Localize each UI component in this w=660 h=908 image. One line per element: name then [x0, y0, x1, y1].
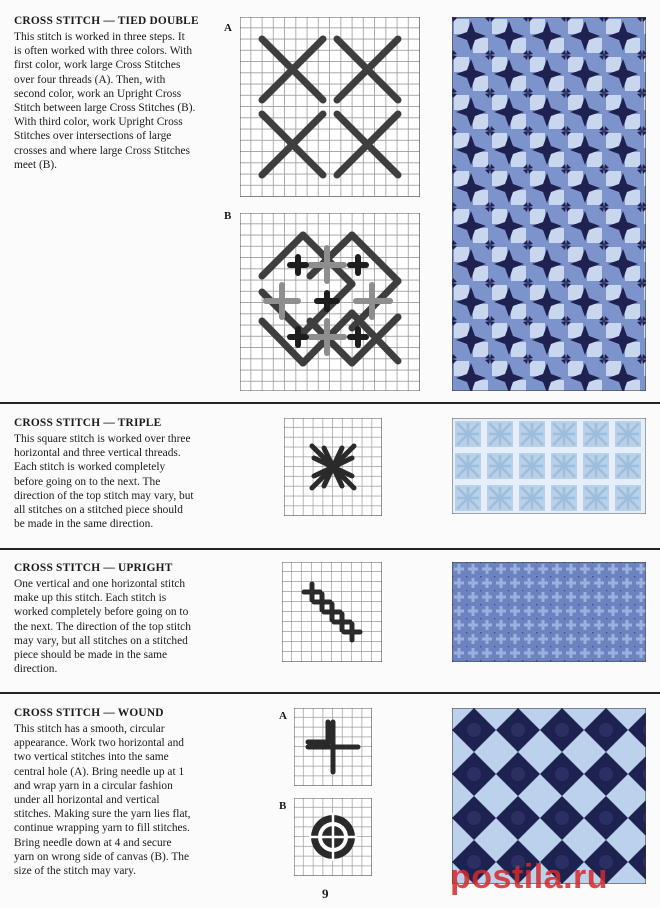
body-line: This stitch is worked in three steps. It	[14, 31, 185, 43]
section-triple	[14, 416, 210, 531]
body-line: two vertical stitches into the same	[14, 751, 169, 764]
section-divider	[0, 548, 660, 550]
body-line: be made in the same direction.	[14, 518, 154, 531]
wound-stitch-diagram-a	[294, 708, 372, 786]
section-body	[14, 30, 210, 172]
body-line: and wrap yarn in a circular fashion	[14, 779, 173, 792]
body-line: piece should be made in the same	[14, 649, 168, 662]
body-line: over four threads (A). Then, with	[14, 73, 166, 86]
page-number: 9	[322, 886, 329, 901]
section-body	[14, 722, 210, 878]
section-tied-double	[14, 14, 210, 172]
body-line: continue wrapping yarn to fill stitches.	[14, 822, 190, 835]
triple-stitch-photo	[452, 418, 646, 514]
body-line: This square stitch is worked over three	[14, 433, 191, 445]
section-divider	[0, 692, 660, 694]
wound-stitch-diagram-b	[294, 798, 372, 876]
section-title: CROSS STITCH — TRIPLE	[14, 417, 162, 429]
section-body	[14, 577, 210, 676]
body-line: direction.	[14, 663, 58, 676]
body-line: meet (B).	[14, 158, 58, 171]
body-line: all stitches on a stitched piece should	[14, 504, 183, 517]
body-line: appearance. Work two horizontal and	[14, 737, 184, 750]
body-line: is often worked with three colors. With	[14, 45, 193, 58]
body-line: crosses and where large Cross Stitches	[14, 144, 190, 157]
body-line: Stitch between large Cross Stitches (B).	[14, 102, 196, 115]
diagram-label-b: B	[224, 210, 232, 222]
diagram-label-b: B	[279, 800, 287, 812]
body-line: under all horizontal and vertical	[14, 794, 160, 807]
diagram-label-a: A	[279, 710, 287, 722]
body-line: first color, work large Cross Stitches	[14, 59, 181, 72]
body-line: This stitch has a smooth, circular	[14, 723, 165, 735]
body-line: size of the stitch may vary.	[14, 865, 136, 878]
diagram-label-a: A	[224, 22, 232, 34]
section-title: CROSS STITCH — TIED DOUBLE	[14, 15, 199, 27]
body-line: worked completely before going on to	[14, 606, 189, 619]
body-line: Each stitch is worked completely	[14, 461, 166, 474]
section-upright	[14, 561, 210, 676]
triple-stitch-diagram	[284, 418, 382, 516]
body-line: before going on to the next. The	[14, 475, 161, 488]
section-title: CROSS STITCH — WOUND	[14, 707, 164, 719]
body-line: One vertical and one horizontal stitch	[14, 578, 186, 590]
body-line: yarn on wrong side of canvas (B). The	[14, 850, 190, 863]
body-line: Bring needle down at 4 and secure	[14, 836, 172, 849]
tied-double-diagram-a	[240, 17, 420, 197]
section-body	[14, 432, 210, 531]
body-line: make up this stitch. Each stitch is	[14, 592, 167, 605]
body-line: direction of the top stitch may vary, but	[14, 489, 194, 502]
watermark-logo: postila.ru	[450, 858, 609, 896]
body-line: With third color, work Upright Cross	[14, 116, 183, 129]
body-line: may vary, but all stitches on a stitched	[14, 634, 188, 647]
tied-double-diagram-b	[240, 213, 420, 391]
section-wound	[14, 706, 210, 878]
body-line: stitches. Making sure the yarn lies flat,	[14, 808, 191, 821]
tied-double-stitch-photo	[452, 17, 646, 391]
body-line: second color, work an Upright Cross	[14, 87, 182, 100]
section-title: CROSS STITCH — UPRIGHT	[14, 562, 173, 574]
upright-stitch-diagram	[282, 562, 382, 662]
body-line: horizontal and three vertical threads.	[14, 447, 181, 460]
body-line: Stitches over intersections of large	[14, 130, 172, 143]
upright-stitch-photo	[452, 562, 646, 662]
body-line: the next. The direction of the top stitch	[14, 620, 191, 633]
body-line: central hole (A). Bring needle up at 1	[14, 765, 185, 778]
section-divider	[0, 402, 660, 404]
